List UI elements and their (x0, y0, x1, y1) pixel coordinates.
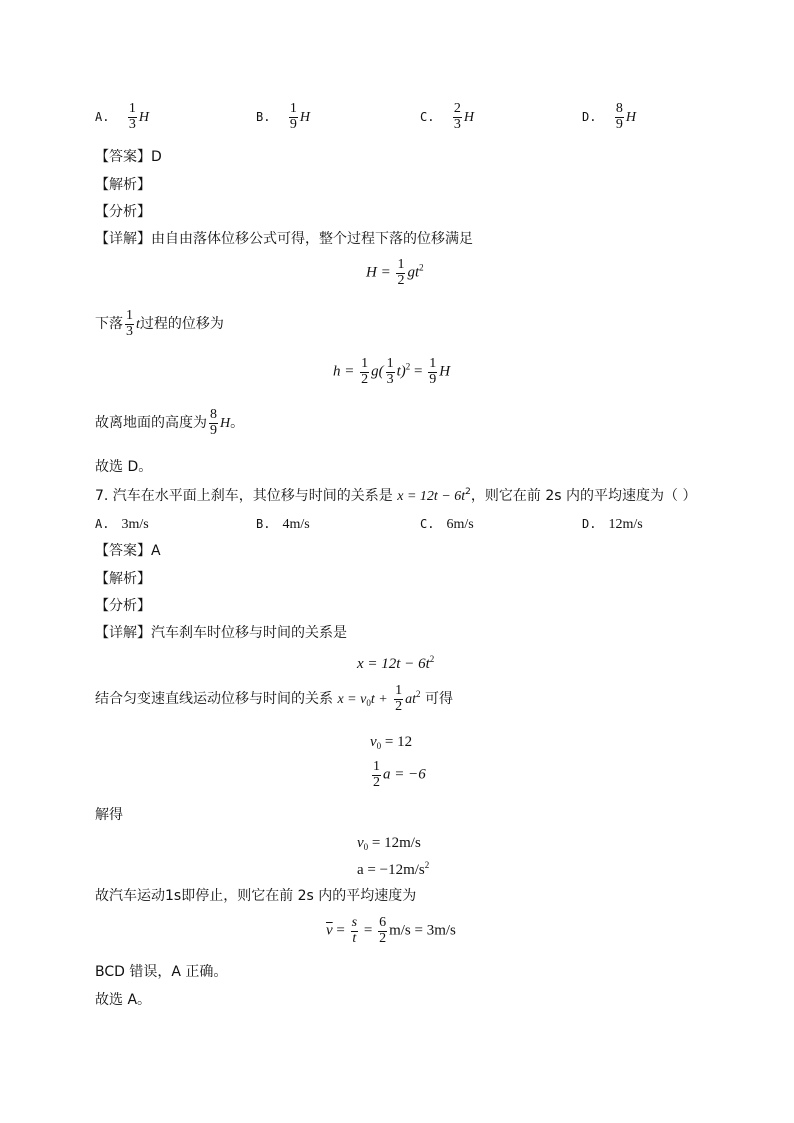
fraction: $\frac{2}{3}$ (453, 101, 461, 132)
fraction: $\frac{8}{9}$ (615, 101, 623, 132)
q7-answer: 【答案】A (95, 543, 161, 559)
q7-option-c: C. 6m/s (420, 517, 474, 532)
q6-fenxi-tag: 【分析】 (95, 204, 151, 220)
q7-option-d: D. 12m/s (582, 517, 643, 532)
option-letter: D. (582, 110, 597, 125)
q6-fall-line: 下落 $\frac{1}{3}$ t过程的位移为 (95, 308, 224, 339)
q6-equation-1: H = $\frac{1}{2}$ $gt^2$ (366, 257, 424, 288)
q7-detail: 【详解】汽车刹车时位移与时间的关系是 (95, 625, 347, 641)
q7-stop-line: 故汽车运动1s即停止，则它在前 2s 内的平均速度为 (95, 888, 417, 904)
option-letter: A. (95, 110, 110, 125)
detail-tag: 【详解】 (95, 231, 151, 247)
q7-average-velocity: $\overline{v}$ = $\frac{s}{t}$ = $\frac{6}{2}$ m/s = 3m/s (326, 915, 456, 946)
option-letter: B. (256, 110, 271, 125)
q7-wrong-line: BCD 错误，A 正确。 (95, 964, 228, 980)
q6-answer (95, 150, 162, 164)
q7-stem: 7. 汽车在水平面上刹车，其位移与时间的关系是 $x = 12t - 6t^2$，则它在前 2s 内的平均速度为（ ） (95, 487, 697, 504)
q7-eq-v0: $v_0 = 12$ (370, 734, 413, 751)
q7-result-a: $a = -12m/s^2$ (357, 860, 430, 878)
answer-tag: 【答案】 (95, 149, 151, 165)
q7-combine-line: 结合匀变速直线运动位移与时间的关系 $x = v_0t$ + $\frac{1}{2}$ $at^2$ 可得 (95, 683, 453, 714)
q6-equation-2: h = $\frac{1}{2}$ g( $\frac{1}{3}$ t)$^2$ = $\frac{1}{9}$ H (333, 356, 451, 387)
fraction: $\frac{1}{3}$ (128, 101, 136, 132)
q6-option-d: D. $\frac{8}{9}$ H (582, 101, 637, 132)
detail-text: 由自由落体位移公式可得，整个过程下落的位移满足 (151, 231, 473, 247)
stem-formula: x = 12t − 6t (397, 489, 466, 504)
answer-value: D (151, 149, 162, 165)
q7-equation-1: $x = 12t - 6t^2$ (357, 654, 435, 672)
q6-height-line: 故离地面的高度为 $\frac{8}{9}$ H。 (95, 407, 245, 438)
q6-option-a: A. $\frac{1}{3}$ H (95, 101, 150, 132)
q6-conclusion: 故选 D。 (95, 459, 153, 475)
q7-option-b: B. 4m/s (256, 517, 310, 532)
q6-analysis-tag: 【解析】 (95, 177, 151, 193)
q7-eq-a: $\frac{1}{2}$ a = −6 (373, 759, 426, 790)
q7-conclusion: 故选 A。 (95, 992, 152, 1008)
q7-analysis-tag: 【解析】 (95, 571, 151, 587)
q6-option-c: C. $\frac{2}{3}$ H (420, 101, 475, 132)
q7-result-v0: $v_0 = 12m/s$ (357, 835, 421, 852)
answer-value: A (151, 543, 161, 559)
q6-option-b: B. $\frac{1}{9}$ H (256, 101, 311, 132)
q7-solve-label: 解得 (95, 807, 123, 823)
q7-fenxi-tag: 【分析】 (95, 598, 151, 614)
q7-option-a: A. 3m/s (95, 517, 149, 532)
option-letter: C. (420, 110, 435, 125)
q6-detail (95, 232, 473, 246)
fraction: $\frac{1}{9}$ (289, 101, 297, 132)
